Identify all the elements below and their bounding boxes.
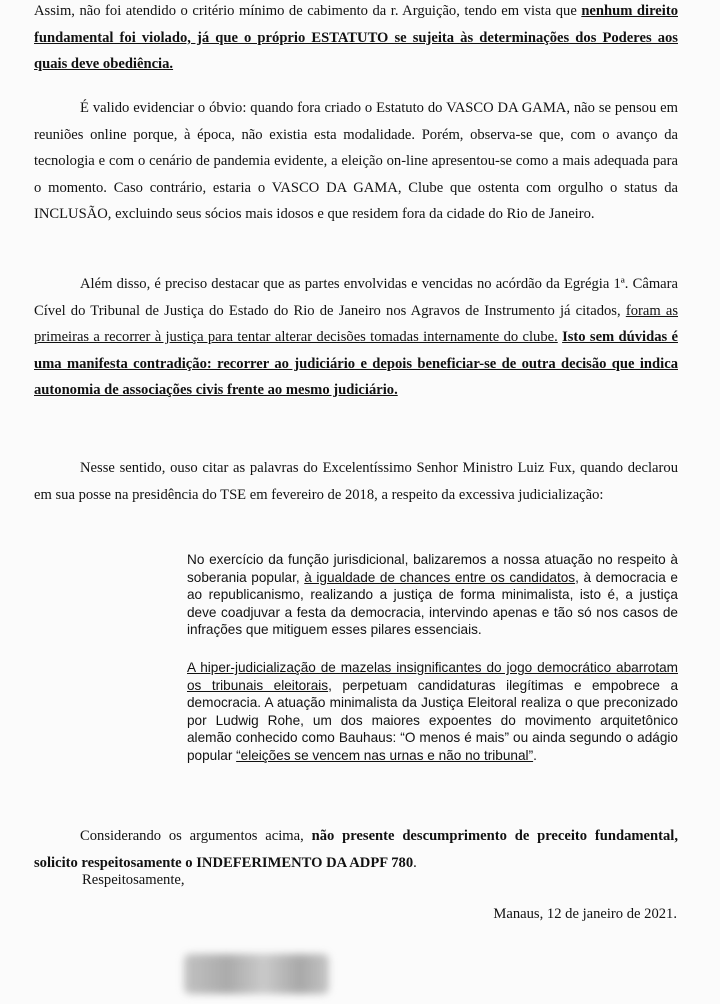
paragraph-text: Assim, não foi atendido o critério mínimo de cabimento da r. Arguição, tendo em vista que bbox=[34, 3, 582, 19]
block-quote-2 bbox=[187, 659, 678, 765]
quote-text: . bbox=[533, 747, 537, 763]
place-and-date: Manaus, 12 de janeiro de 2021. bbox=[493, 906, 677, 922]
emphasized-conclusion: nenhum direito fundamental foi violado, já que o próprio ESTATUTO se sujeita às determinações dos Poderes aos quais deve obediência. bbox=[34, 3, 678, 72]
redacted-signature bbox=[184, 954, 329, 994]
underlined-quote-phrase: à igualdade de chances entre os candidatos bbox=[304, 569, 576, 585]
paragraph-text: Além disso, é preciso destacar que as partes envolvidas e vencidas no acórdão da Egrégia 1ª. Câmara Cível do Tribunal de Justiça do Estado do Rio de Janeiro nos Agravos de Instrumento já citados, bbox=[34, 276, 678, 319]
emphasized-contradiction: Isto sem dúvidas é uma manifesta contradição: recorrer ao judiciário e depois beneficiar-se de outra decisão que indica autonomia de associações civis frente ao mesmo judiciário. bbox=[34, 329, 678, 398]
paragraph-quote-intro: Nesse sentido, ouso citar as palavras do Excelentíssimo Senhor Ministro Luiz Fux, quando declarou em sua posse na presidência do TSE em fevereiro de 2018, a respeito da excessiva judicialização: bbox=[34, 460, 678, 503]
underlined-quote-phrase: A hiper-judicialização de mazelas insignificantes do jogo democrático abarrotam os tribunais eleitorais bbox=[187, 660, 678, 693]
underlined-claim: foram as primeiras a recorrer à justiça para tentar alterar decisões tomadas internamente do clube. bbox=[34, 302, 679, 345]
paragraph-text: . bbox=[413, 854, 417, 871]
paragraph-contradiction bbox=[34, 271, 678, 404]
paragraph-admissibility bbox=[34, 0, 678, 78]
paragraph-statute: É valido evidenciar o óbvio: quando fora criado o Estatuto do VASCO DA GAMA, não se pensou em reuniões online porque, à época, não existia esta modalidade. Porém, observa-se que, com o avanço da tecnologia e com o cenário de pandemia evidente, a eleição on-line apresentou-se como a mais adequada para o momento. Caso contrário, estaria o VASCO DA GAMA, Clube que ostenta com orgulho o status da INCLUSÃO, excluindo seus sócios mais idosos e que residem fora da cidade do Rio de Janeiro. bbox=[34, 100, 678, 222]
paragraph-text: Considerando os argumentos acima, bbox=[80, 828, 312, 844]
quote-text: No exercício da função jurisdicional, balizaremos a nossa atuação no respeito à soberania popular, bbox=[187, 552, 678, 585]
paragraph-request bbox=[34, 823, 678, 876]
emphasized-request: não presente descumprimento de preceito fundamental, solicito respeitosamente o INDEFERIMENTO DA ADPF 780 bbox=[34, 828, 678, 871]
closing-salutation: Respeitosamente, bbox=[82, 872, 185, 888]
underlined-adage: “eleições se vencem nas urnas e não no tribunal” bbox=[236, 747, 534, 763]
quote-text: , à democracia e ao republicanismo, realizando a justiça de forma minimalista, isto é, a justiça deve coadjuvar a festa da democracia, intervindo apenas e tão só nos casos de infrações que mitiguem esses pilares essenciais. bbox=[187, 569, 678, 638]
block-quote-1 bbox=[187, 551, 678, 639]
quote-text: , perpetuam candidaturas ilegítimas e empobrece a democracia. A atuação minimalista da Justiça Eleitoral realiza o que preconizado por Ludwig Rohe, um dos maiores expoentes do movimento arquitetônico alemão conhecido como Bauhaus: “O menos é mais” ou ainda segundo o adágio popular bbox=[187, 677, 679, 763]
